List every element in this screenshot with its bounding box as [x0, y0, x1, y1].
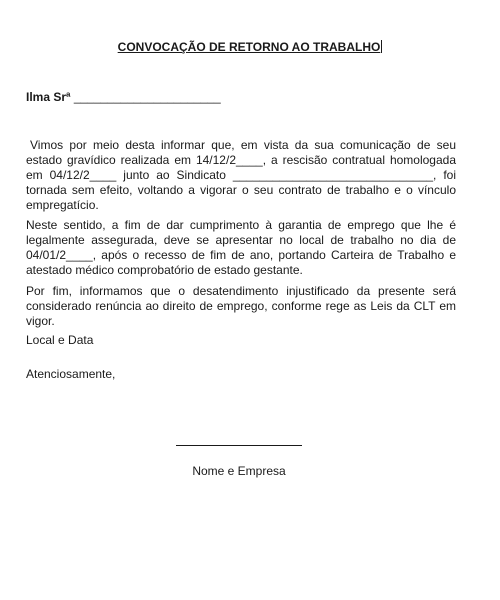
document-title — [0, 40, 500, 54]
paragraph-3: Por fim, informamos que o desatendimento injustificado da presente será considerado renúncia ao direito de emprego, conforme rege as Leis da CLT em vigor. — [26, 284, 456, 328]
signature-label: Nome e Empresa — [192, 464, 286, 478]
paragraph-2: Neste sentido, a fim de dar cumprimento à garantia de emprego que lhe é legalmente assegurada, deve se apresentar no local de trabalho no dia de 04/01/2____, após o recesso de fim de ano, portando Carteira de Trabalho e atestado médico comprobatório de estado gestante. — [26, 218, 456, 277]
salutation-blank: ______________________ — [73, 90, 221, 104]
text-cursor — [381, 40, 382, 53]
paragraph-1: Vimos por meio desta informar que, em vista da sua comunicação de seu estado gravídico realizada em 14/12/2____, a rescisão contratual homologada em 04/12/2____ junto ao Sindicato ______________________________, foi tornada sem efeito, voltando a vigorar o seu contrato de trabalho e o vínculo empregatício. — [26, 138, 456, 212]
salutation — [26, 90, 221, 104]
document-title-text: CONVOCAÇÃO DE RETORNO AO TRABALHO — [117, 40, 381, 54]
place-date: Local e Data — [26, 333, 94, 347]
salutation-text: Ilma Srª — [26, 90, 71, 104]
signature-line — [176, 445, 302, 446]
closing: Atenciosamente, — [26, 367, 116, 381]
